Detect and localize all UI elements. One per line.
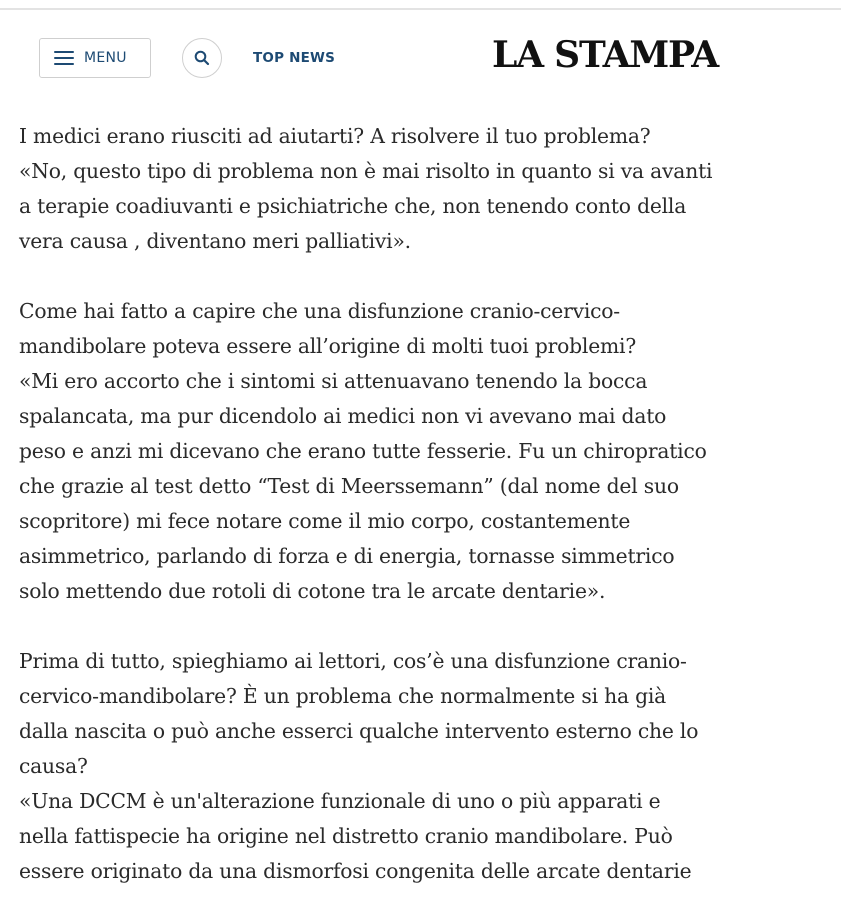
search-icon — [194, 50, 210, 66]
menu-label: MENU — [84, 50, 127, 66]
menu-button[interactable] — [39, 38, 151, 78]
article-paragraph: I medici erano riusciti ad aiutarti? A risolvere il tuo problema? «No, questo tipo di problema non è mai risolto in quanto si va avanti a terapie coadiuvanti e psichiatriche che, non tenendo conto della vera causa , diventano meri palliativi». — [19, 124, 713, 253]
hamburger-icon — [54, 51, 74, 65]
article-paragraph: Prima di tutto, spieghiamo ai lettori, cos’è una disfunzione cranio- cervico-mandibolare? È un problema che normalmente si ha già dalla nascita o può anche esserci qualche intervento esterno che lo causa? «Una DCCM è un'alterazione funzionale di uno o più apparati e nella fattispecie ha origine nel distretto cranio mandibolare. Può essere originato da una dismorfosi congenita delle arcate dentarie — [19, 649, 699, 883]
top-divider — [0, 8, 841, 10]
site-logo[interactable]: LA STAMPA — [492, 34, 718, 76]
article-paragraph: Come hai fatto a capire che una disfunzione cranio-cervico- mandibolare poteva essere all’origine di molti tuoi problemi? «Mi ero accorto che i sintomi si attenuavano tenendo la bocca spalancata, ma pur dicendolo ai medici non vi avevano mai dato peso e anzi mi dicevano che erano tutte fesserie. Fu un chiropratico che grazie al test detto “Test di Meerssemann” (dal nome del suo scopritore) mi fece notare come il mio corpo, costantemente asimmetrico, parlando di forza e di energia, tornasse simmetrico solo mettendo due rotoli di cotone tra le arcate dentarie». — [19, 299, 707, 603]
search-button[interactable] — [182, 38, 222, 78]
top-news-link[interactable]: TOP NEWS — [253, 50, 336, 66]
site-header — [0, 34, 841, 82]
article-body — [19, 119, 809, 924]
